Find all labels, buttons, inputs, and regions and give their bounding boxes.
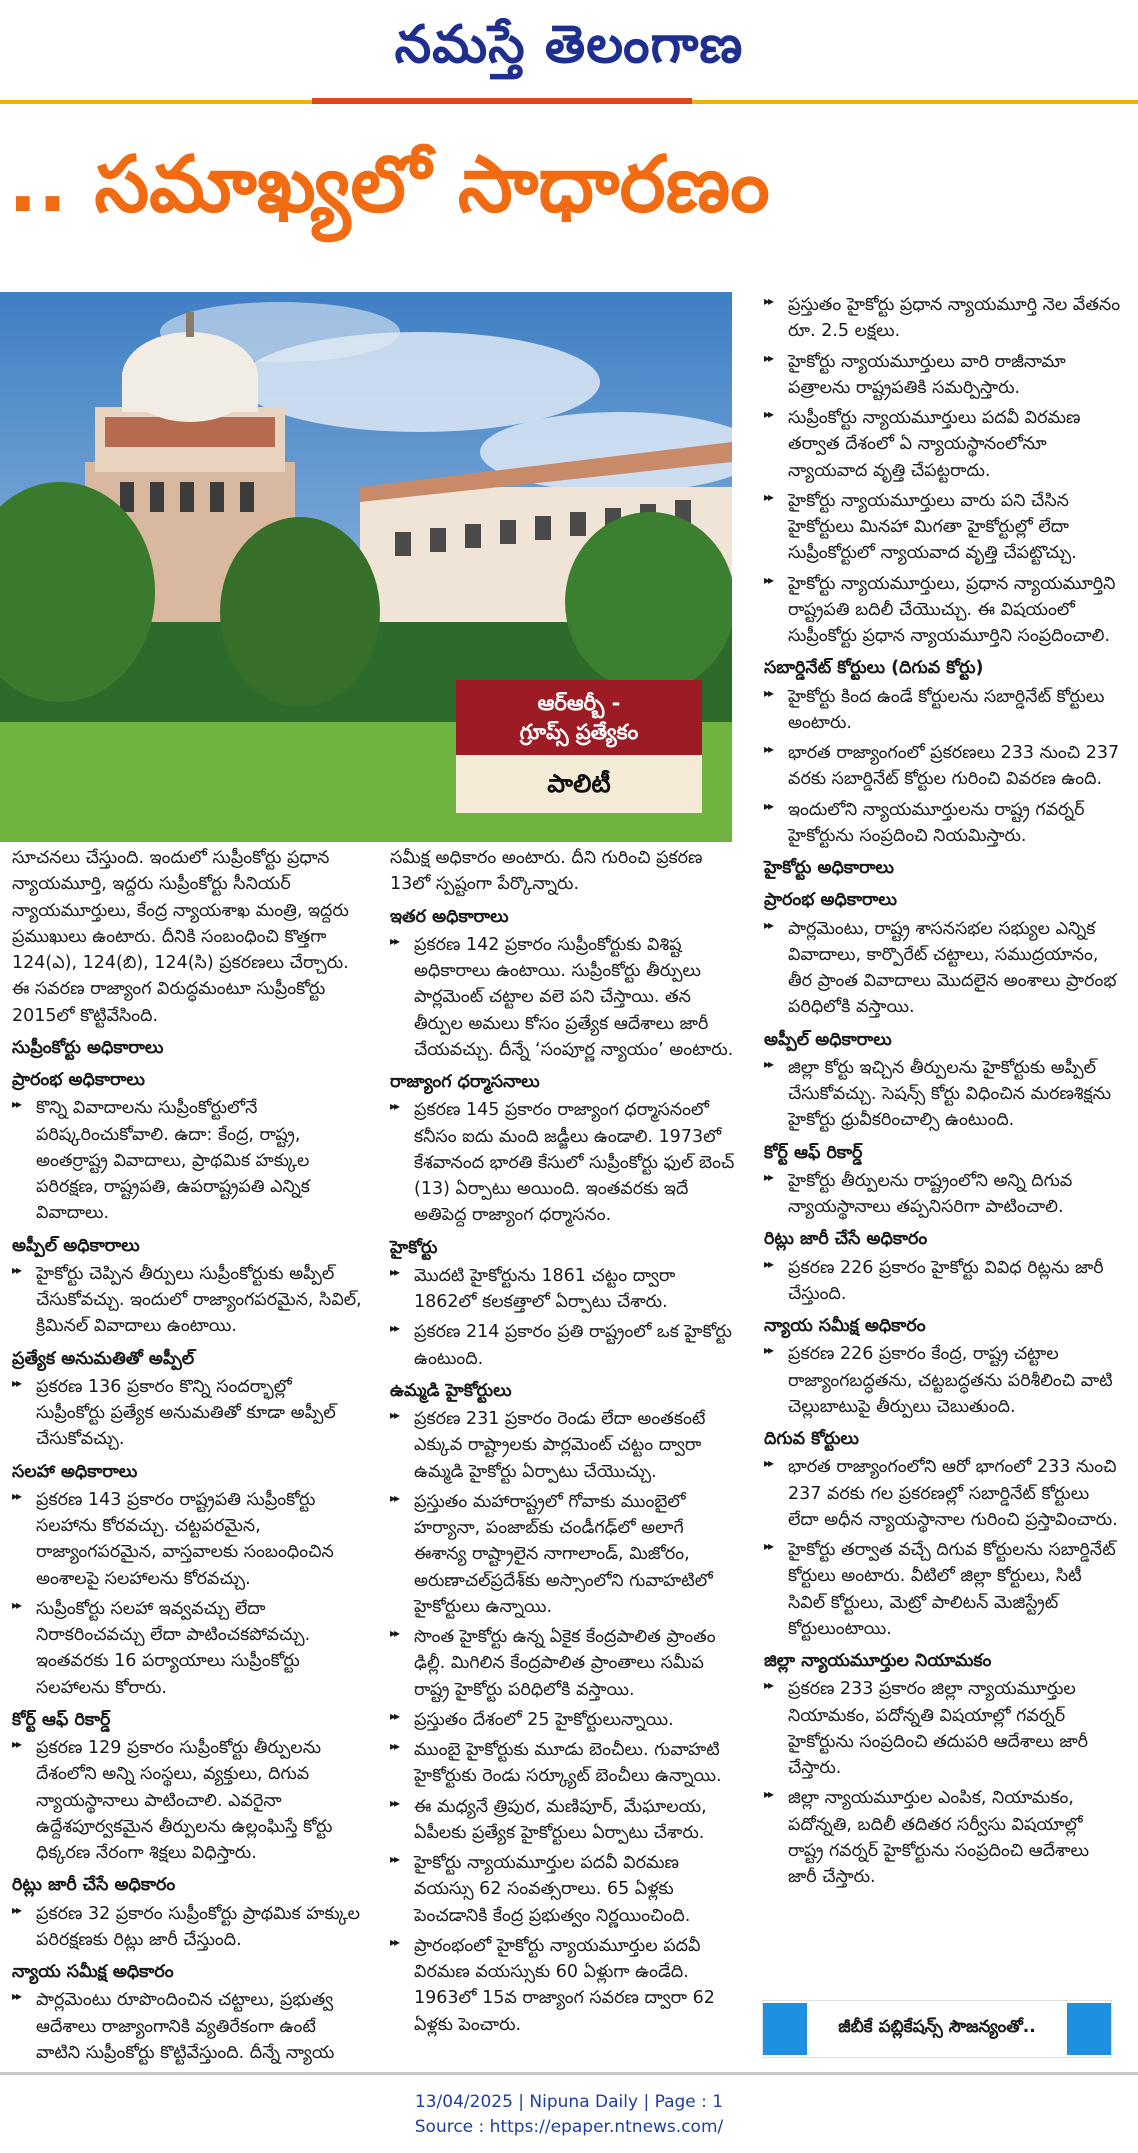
bullet-point: ▸▸ హైకోర్టు న్యాయమూర్తులు, ప్రధాన న్యాయమూర్తిని రాష్ట్రపతి బదిలీ చేయొచ్చు. ఈ విషయంలో సుప్రీంకోర్టు ప్రధాన న్యాయమూర్తిని సంప్రదించాలి. [764,571,1122,650]
newspaper-logo: నమస్తే తెలంగాణ [394,14,744,75]
bullet-point: ▸▸ హైకోర్టు చెప్పిన తీర్పులు సుప్రీంకోర్టుకు అప్పీల్ చేసుకోవచ్చు. ఇందులో రాజ్యాంగపరమైన, సివిల్, క్రిమినల్ వివాదాలు ఉంటాయి. [12,1261,364,1340]
section-heading: కోర్ట్ ఆఫ్ రికార్డ్ [12,1709,111,1730]
section-heading: ప్రత్యేక అనుమతితో అప్పీల్ [12,1348,195,1369]
headline: .. సమాఖ్యలో సాధారణం [8,140,770,230]
bullet-point: ▸▸ హైకోర్టు తీర్పులను రాష్ట్రంలోని అన్ని దిగువ న్యాయస్థానాలు తప్పనిసరిగా పాటించాలి. [764,1168,1122,1221]
bullet-point: ▸▸ హైకోర్టు కింద ఉండే కోర్టులను సబార్డినేట్ కోర్టులు అంటారు. [764,684,1122,737]
tag-series-line2: గ్రూప్స్ ప్రత్యేకం [519,719,639,744]
bullet-point: ▸▸ ప్రారంభంలో హైకోర్టు న్యాయమూర్తుల పదవీ విరమణ వయస్సుకు 60 ఏళ్లుగా ఉండేది. 1963లో 15వ రాజ్యాంగ సవరణ ద్వారా 62 ఏళ్లకు పెంచారు. [390,1933,736,2038]
bullet-point: ▸▸ కొన్ని వివాదాలను సుప్రీంకోర్టులోనే పరిష్కరించుకోవాలి. ఉదా: కేంద్ర, రాష్ట్ర, అంతర్రాష్ట్ర వివాదాలు, ప్రాథమిక హక్కుల పరిరక్షణ, రాష్ట్రపతి, ఉపరాష్ట్రపతి ఎన్నిక వివాదాలు. [12,1095,364,1226]
section-heading: జిల్లా న్యాయమూర్తుల నియామకం [764,1651,992,1671]
bullet-point: ▸▸ ప్రకరణ 142 ప్రకారం సుప్రీంకోర్టుకు విశిష్ట అధికారాలు ఉంటాయి. సుప్రీంకోర్టు తీర్పులు పార్లమెంట్ చట్టాల వలె పని చేస్తాయి. తన తీర్పుల అమలు కోసం ప్రత్యేక ఆదేశాలు జారీ చేయవచ్చు. దీన్నే ‘సంపూర్ణ న్యాయం’ అంటారు. [390,932,736,1063]
section-heading: కోర్ట్ ఆఫ్ రికార్డ్ [764,1142,863,1163]
bullet-point: ▸▸ హైకోర్టు న్యాయమూర్తులు వారి రాజీనామా పత్రాలను రాష్ట్రపతికి సమర్పిస్తారు. [764,349,1122,402]
bullet-point: ▸▸ సుప్రీంకోర్టు సలహా ఇవ్వవచ్చు లేదా నిరాకరించవచ్చు లేదా పాటించకపోవచ్చు. ఇంతవరకు 16 పర్యాయాలు సుప్రీంకోర్టు సలహాలను కోరారు. [12,1596,364,1701]
footer-rule [0,2072,1138,2075]
credit-text: జీబీకే పబ్లికేషన్స్ సౌజన్యంతో.. [838,2017,1036,2037]
bullet-point: ▸▸ పార్లమెంటు, రాష్ట్ర శాసనసభల సభ్యుల ఎన్నిక వివాదాలు, కార్పొరేట్ చట్టాలు, సముద్రయానం, తీర ప్రాంత వివాదాలు మొదలైన అంశాలు ప్రారంభ పరిధిలోకి వస్తాయి. [764,916,1122,1021]
footer [0,2090,1138,2139]
section-heading: అప్పీల్ అధికారాలు [764,1029,892,1050]
tag-series [456,680,702,755]
bullet-point: ▸▸ పార్లమెంటు రూపొందించిన చట్టాలు, ప్రభుత్వ ఆదేశాలు రాజ్యాంగానికి వ్యతిరేకంగా ఉంటే వాటిని సుప్రీంకోర్టు కొట్టివేస్తుంది. దీన్నే న్యాయ [12,1987,364,2066]
article-column-2 [390,845,736,2042]
bullet-point: ▸▸ భారత రాజ్యాంగంలోని ఆరో భాగంలో 233 నుంచి 237 వరకు గల ప్రకరణల్లో సబార్డినేట్ కోర్టులు లేదా అధీన న్యాయస్థానాల గురించి ప్రస్తావించారు. [764,1454,1122,1533]
section-tag [456,680,702,820]
section-heading: ఉమ్మడి హైకోర్టులు [390,1380,512,1401]
bullet-point: ▸▸ హైకోర్టు న్యాయమూర్తుల పదవీ విరమణ వయస్సు 62 సంవత్సరాలు. 65 ఏళ్లకు పెంచడానికి కేంద్ర ప్రభుత్వం నిర్ణయించింది. [390,1850,736,1929]
bullet-point: ▸▸ ప్రస్తుతం దేశంలో 25 హైకోర్టులున్నాయి. [390,1707,736,1733]
bullet-point: ▸▸ సొంత హైకోర్టు ఉన్న ఏకైక కేంద్రపాలిత ప్రాంతం ఢిల్లీ. మిగిలిన కేంద్రపాలిత ప్రాంతాలు సమీప రాష్ట్ర హైకోర్టు పరిధిలోకి వస్తాయి. [390,1624,736,1703]
bullet-point: ▸▸ హైకోర్టు తర్వాత వచ్చే దిగువ కోర్టులను సబార్డినేట్ కోర్టులు అంటారు. వీటిలో జిల్లా కోర్టులు, సిటీ సివిల్ కోర్టులు, మెట్రో పాలిటన్ మెజిస్ట్రేట్ కోర్టులుంటాయి. [764,1537,1122,1642]
section-heading: దిగువ కోర్టులు [764,1429,859,1449]
bullet-point: ▸▸ ప్రకరణ 226 ప్రకారం కేంద్ర, రాష్ట్ర చట్టాల రాజ్యాంగబద్ధతను, చట్టబద్ధతను పరిశీలించి వాటి చెల్లుబాటుపై తీర్పులు చెబుతుంది. [764,1341,1122,1420]
section-heading: రాజ్యాంగ ధర్మాసనాలు [390,1072,540,1092]
bullet-point: ▸▸ భారత రాజ్యాంగంలో ప్రకరణలు 233 నుంచి 237 వరకు సబార్డినేట్ కోర్టుల గురించి వివరణ ఉంది. [764,740,1122,793]
section-heading: హైకోర్టు [390,1237,438,1258]
section-heading: సబార్డినేట్ కోర్టులు (దిగువ కోర్టు) [764,658,984,679]
bullet-point: ▸▸ ప్రకరణ 32 ప్రకారం సుప్రీంకోర్టు ప్రాథమిక హక్కుల పరిరక్షణకు రిట్లు జారీ చేస్తుంది. [12,1901,364,1954]
footer-date-line: 13/04/2025 | Nipuna Daily | Page : 1 [414,2092,724,2112]
section-heading: ప్రారంభ అధికారాలు [12,1070,145,1090]
bullet-point: ▸▸ జిల్లా న్యాయమూర్తుల ఎంపిక, నియామకం, పదోన్నతి, బదిలీ తదితర సర్వీసు విషయాల్లో రాష్ట్ర గవర్నర్ హైకోర్టును సంప్రదించి ఆదేశాలు జారీ చేస్తారు. [764,1785,1122,1890]
section-heading: హైకోర్టు అధికారాలు [764,858,894,878]
tag-series-line1: ఆర్ఆర్బీ - [537,691,621,716]
section-heading: అప్పీల్ అధికారాలు [12,1235,140,1256]
section-heading: ఇతర అధికారాలు [390,906,509,927]
masthead-rule-accent [312,98,692,104]
bullet-point: ▸▸ ఇందులోని న్యాయమూర్తులను రాష్ట్ర గవర్నర్ హైకోర్టును సంప్రదించి నియమిస్తారు. [764,797,1122,850]
bullet-point: ▸▸ హైకోర్టు న్యాయమూర్తులు వారు పని చేసిన హైకోర్టులు మినహా మిగతా హైకోర్టుల్లో లేదా సుప్రీంకోర్టులో న్యాయవాద వృత్తి చేపట్టొచ్చు. [764,488,1122,567]
bullet-point: ▸▸ ప్రకరణ 233 ప్రకారం జిల్లా న్యాయమూర్తుల నియామకం, పదోన్నతి విషయాల్లో గవర్నర్ హైకోర్టును సంప్రదించి తదుపరి ఆదేశాలు జారీ చేస్తారు. [764,1676,1122,1781]
bullet-point: ▸▸ జిల్లా కోర్టు ఇచ్చిన తీర్పులను హైకోర్టుకు అప్పీల్ చేసుకోవచ్చు. సెషన్స్ కోర్టు విధించిన మరణశిక్షను హైకోర్టు ధ్రువీకరించాల్సి ఉంటుంది. [764,1055,1122,1134]
credit-accent-right [1067,2003,1111,2055]
paragraph: సమీక్ష అధికారం అంటారు. దీని గురించి ప్రకరణ 13లో స్పష్టంగా పేర్కొన్నారు. [390,848,703,895]
article-column-1 [12,845,364,2070]
bullet-point: ▸▸ ప్రకరణ 129 ప్రకారం సుప్రీంకోర్టు తీర్పులను దేశంలోని అన్ని సంస్థలు, వ్యక్తులు, దిగువ న్యాయస్థానాలు పాటించాలి. ఎవరైనా ఉద్దేశపూర్వకమైన తీర్పులను ఉల్లంఘిస్తే కోర్టు ధిక్కరణ నేరంగా శిక్షలు విధిస్తారు. [12,1735,364,1866]
article-column-3 [764,292,1122,1894]
bullet-point: ▸▸ ప్రస్తుతం హైకోర్టు ప్రధాన న్యాయమూర్తి నెల వేతనం రూ. 2.5 లక్షలు. [764,292,1122,345]
section-heading: న్యాయ సమీక్ష అధికారం [12,1962,174,1982]
bullet-point: ▸▸ సుప్రీంకోర్టు న్యాయమూర్తులు పదవీ విరమణ తర్వాత దేశంలో ఏ న్యాయస్థానంలోనూ న్యాయవాద వృత్తి చేపట్టరాదు. [764,405,1122,484]
credit-accent-left [763,2003,807,2055]
bullet-point: ▸▸ ప్రకరణ 143 ప్రకారం రాష్ట్రపతి సుప్రీంకోర్టు సలహాను కోరవచ్చు. చట్టపరమైన, రాజ్యాంగపరమైన, వాస్తవాలకు సంబంధించిన అంశాలపై సలహాలను కోరవచ్చు. [12,1487,364,1592]
bullet-point: ▸▸ ప్రకరణ 214 ప్రకారం ప్రతి రాష్ట్రంలో ఒక హైకోర్టు ఉంటుంది. [390,1319,736,1372]
bullet-point: ▸▸ ప్రస్తుతం మహారాష్ట్రలో గోవాకు ముంబైలో హర్యానా, పంజాబ్‌కు చండీగఢ్‌లో అలాగే ఈశాన్య రాష్ట్రాలైన నాగాలాండ్, మిజోరం, అరుణాచల్‌ప్రదేశ్‌కు అస్సాంలోని గువాహటిలో హైకోర్టులు ఉన్నాయి. [390,1489,736,1620]
bullet-point: ▸▸ మొదటి హైకోర్టును 1861 చట్టం ద్వారా 1862లో కలకత్తాలో ఏర్పాటు చేశారు. [390,1263,736,1316]
section-heading: రిట్లు జారీ చేసే అధికారం [12,1875,176,1896]
footer-source-line: Source : https://epaper.ntnews.com/ [414,2116,724,2137]
bullet-point: ▸▸ ప్రకరణ 226 ప్రకారం హైకోర్టు వివిధ రిట్లను జారీ చేస్తుంది. [764,1255,1122,1308]
bullet-point: ▸▸ ప్రకరణ 136 ప్రకారం కొన్ని సందర్భాల్లో సుప్రీంకోర్టు ప్రత్యేక అనుమతితో కూడా అప్పీల్ చేసుకోవచ్చు. [12,1374,364,1453]
bullet-point: ▸▸ ముంబై హైకోర్టుకు మూడు బెంచీలు. గువాహటి హైకోర్టుకు రెండు సర్క్యూట్ బెంచీలు ఉన్నాయి. [390,1737,736,1790]
bullet-point: ▸▸ ప్రకరణ 145 ప్రకారం రాజ్యాంగ ధర్మాసనంలో కనీసం ఐదు మంది జడ్జీలు ఉండాలి. 1973లో కేశవానంద భారతి కేసులో సుప్రీంకోర్టు ఫుల్ బెంచ్ (13) ఏర్పాటు అయింది. ఇంతవరకు ఇదే అతిపెద్ద రాజ్యాంగ ధర్మాసనం. [390,1097,736,1228]
bullet-point: ▸▸ ఈ మధ్యనే త్రిపుర, మణిపూర్, మేఘాలయ, ఏపీలకు ప్రత్యేక హైకోర్టులు ఏర్పాటు చేశారు. [390,1794,736,1847]
bullet-point: ▸▸ ప్రకరణ 231 ప్రకారం రెండు లేదా అంతకంటే ఎక్కువ రాష్ట్రాలకు పార్లమెంట్ చట్టం ద్వారా ఉమ్మడి హైకోర్టు ఏర్పాటు చేయొచ్చు. [390,1406,736,1485]
paragraph: సూచనలు చేస్తుంది. ఇందులో సుప్రీంకోర్టు ప్రధాన న్యాయమూర్తి, ఇద్దరు సుప్రీంకోర్టు సీనియర్ న్యాయమూర్తులు, కేంద్ర న్యాయశాఖ మంత్రి, ఇద్దరు ప్రముఖులు ఉంటారు. దీనికి సంబంధించి కొత్తగా 124(ఎ), 124(బి), 124(సి) ప్రకరణలు చేర్చారు. ఈ సవరణ రాజ్యాంగ విరుద్ధమంటూ సుప్రీంకోర్టు 2015లో కొట్టివేసింది. [12,848,349,1026]
section-heading: రిట్లు జారీ చేసే అధికారం [764,1229,928,1250]
credit-banner [762,2000,1112,2058]
masthead [0,0,1138,100]
section-heading: ప్రారంభ అధికారాలు [764,890,897,911]
tag-subject: పాలిటీ [456,755,702,813]
section-heading: న్యాయ సమీక్ష అధికారం [764,1316,926,1336]
section-heading: సుప్రీంకోర్టు అధికారాలు [12,1037,164,1058]
section-heading: సలహా అధికారాలు [12,1461,138,1482]
